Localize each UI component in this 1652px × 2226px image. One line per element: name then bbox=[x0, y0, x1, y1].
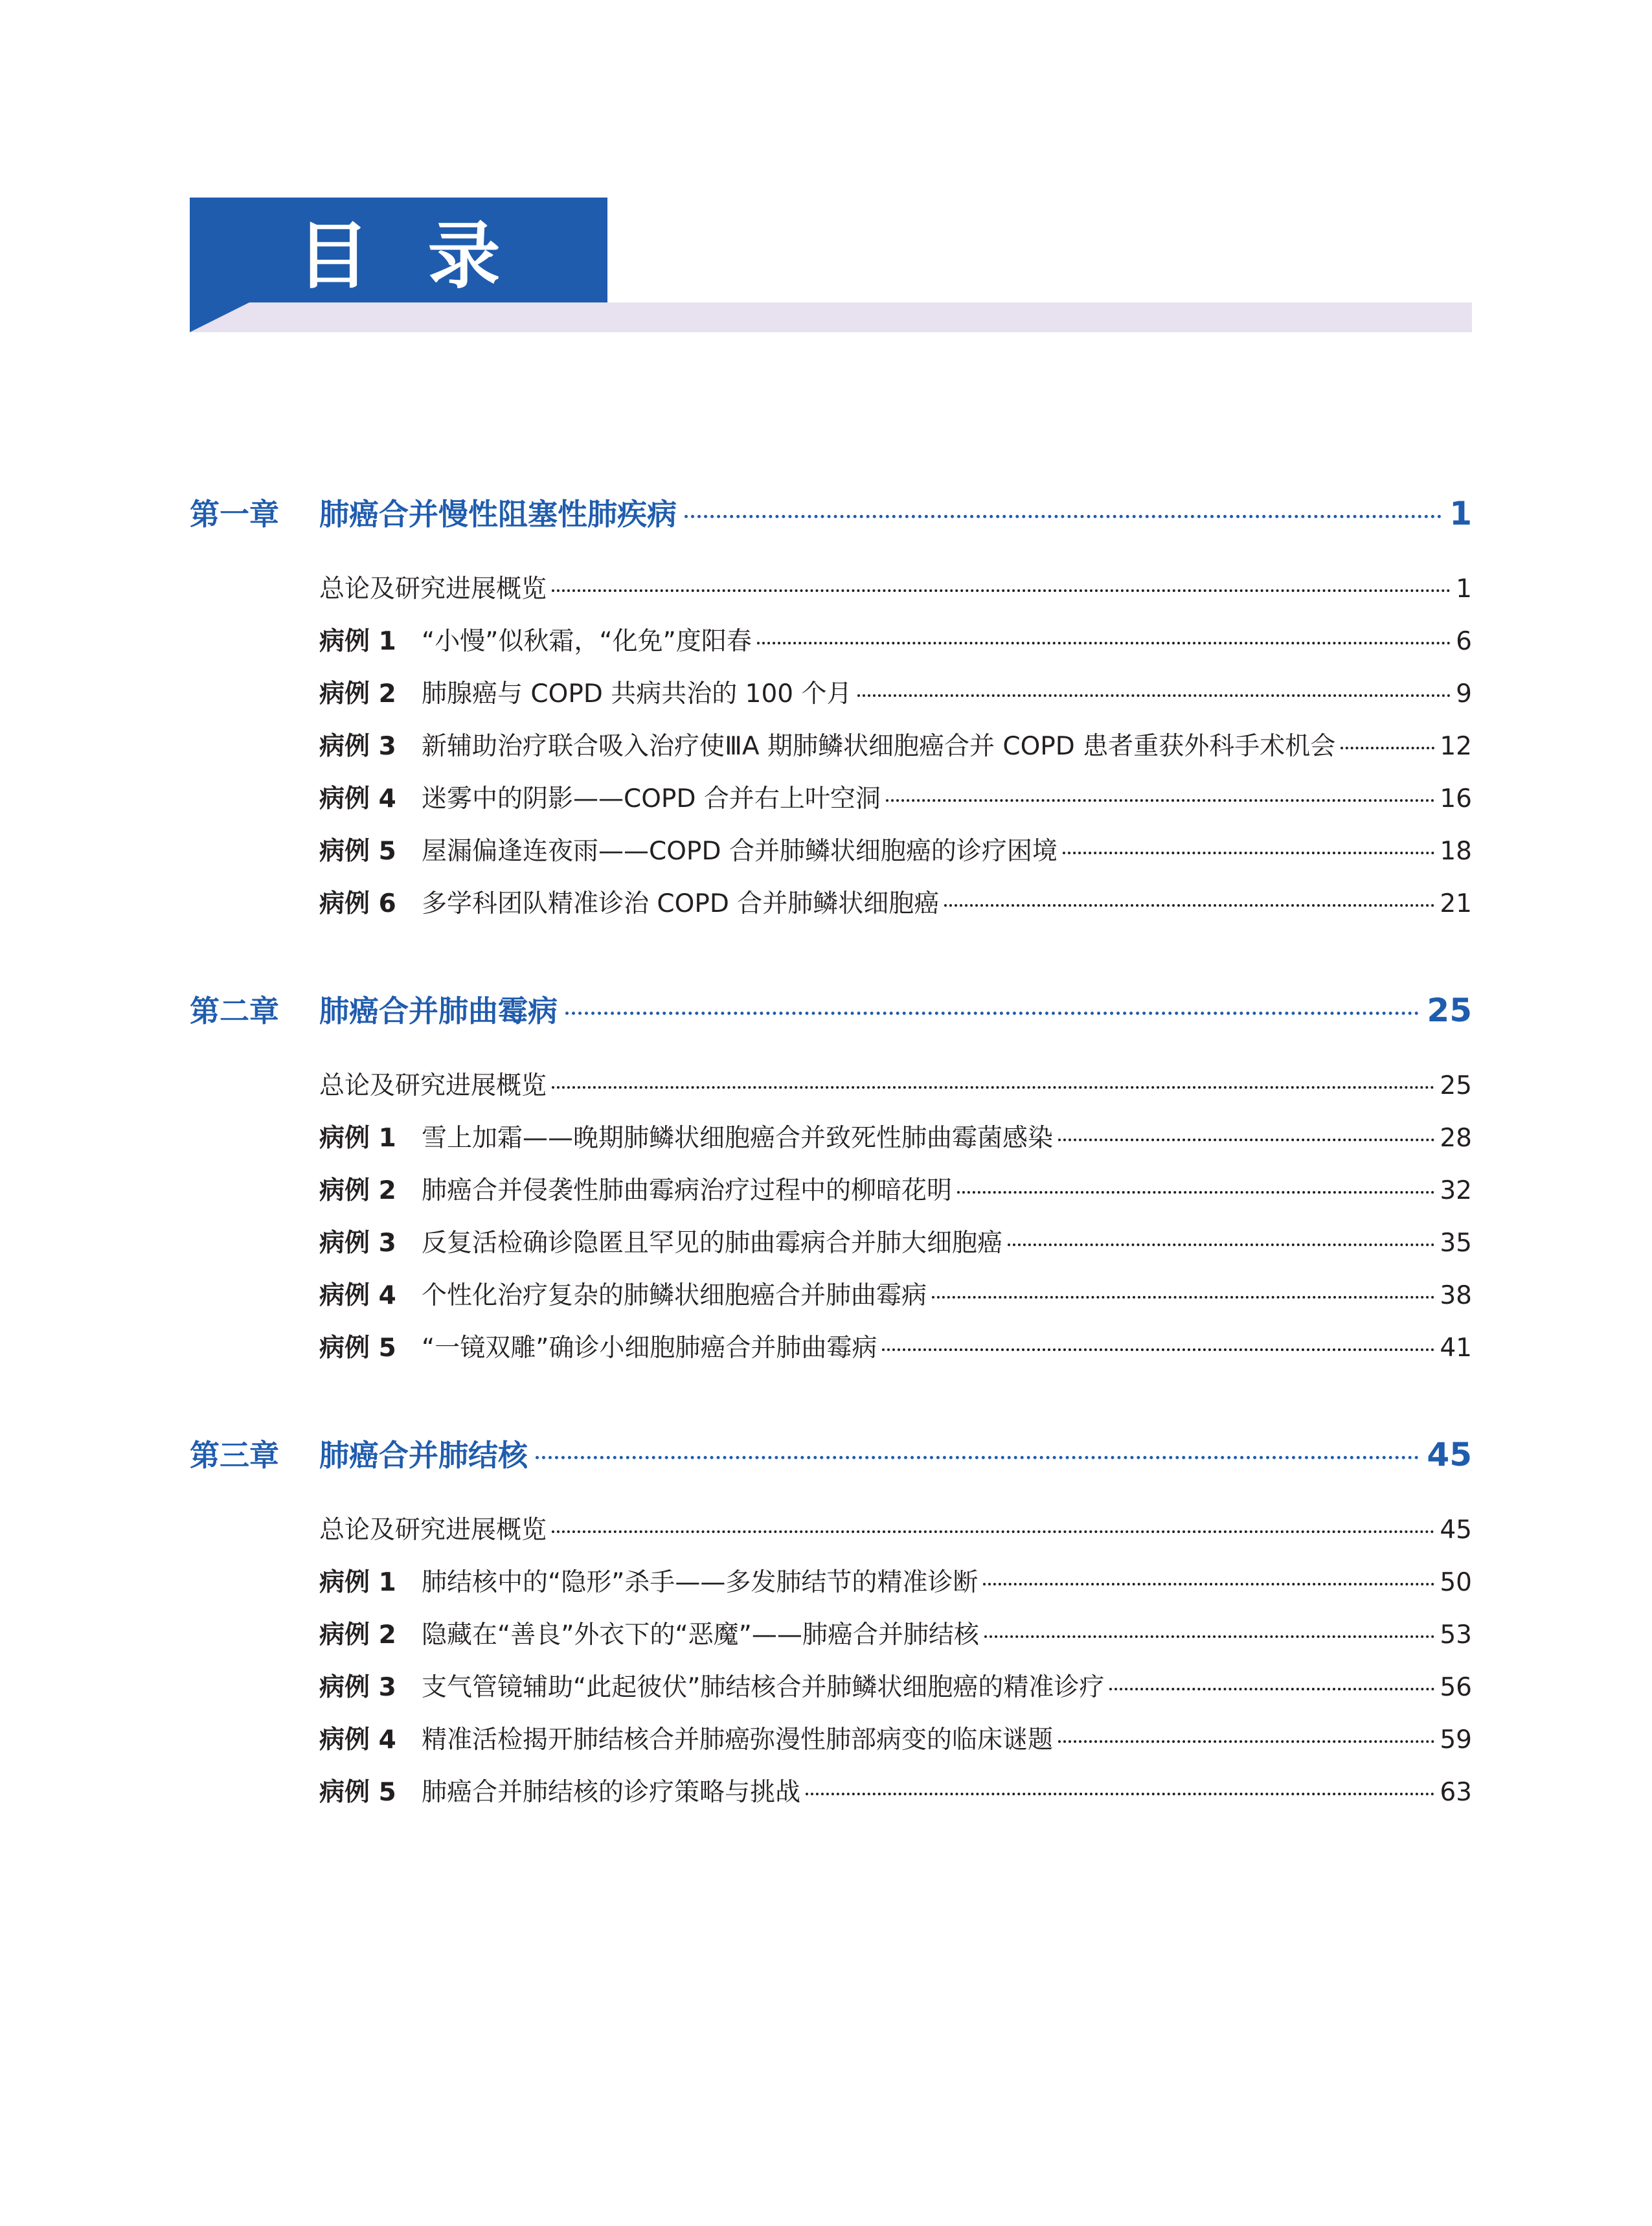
dot-leader bbox=[983, 1583, 1434, 1585]
toc-entry[interactable] bbox=[319, 1615, 1472, 1651]
chapter-heading[interactable] bbox=[190, 1432, 1472, 1475]
chapter-title: 肺癌合并肺结核 bbox=[319, 1438, 528, 1473]
toc-entry[interactable] bbox=[319, 1667, 1472, 1703]
dot-leader bbox=[806, 1793, 1434, 1795]
toc-entry[interactable] bbox=[319, 569, 1472, 605]
toc-entry[interactable] bbox=[319, 1223, 1472, 1259]
toc-entry[interactable] bbox=[319, 726, 1472, 762]
case-label: 病例 3 bbox=[319, 732, 396, 761]
dot-leader bbox=[552, 1530, 1434, 1533]
entry-page-number: 6 bbox=[1456, 627, 1472, 656]
entry-page-number: 38 bbox=[1440, 1281, 1472, 1310]
entry-page-number: 59 bbox=[1440, 1725, 1472, 1755]
case-label: 病例 5 bbox=[319, 837, 396, 866]
dot-leader bbox=[886, 799, 1434, 802]
entry-page-number: 56 bbox=[1440, 1673, 1472, 1702]
entry-page-number: 28 bbox=[1440, 1124, 1472, 1153]
toc-entry[interactable] bbox=[319, 1118, 1472, 1154]
entry-page-number: 1 bbox=[1456, 574, 1472, 604]
dot-leader bbox=[932, 1296, 1434, 1299]
dot-leader bbox=[565, 1012, 1419, 1015]
toc-entry[interactable] bbox=[319, 1510, 1472, 1546]
dot-leader bbox=[1058, 1740, 1434, 1743]
dot-leader bbox=[857, 694, 1451, 697]
chapter-heading[interactable] bbox=[190, 988, 1472, 1030]
entry-title: 总论及研究进展概览 bbox=[319, 1071, 547, 1100]
toc-entry[interactable] bbox=[319, 674, 1472, 710]
entry-page-number: 25 bbox=[1440, 1071, 1472, 1100]
entry-page-number: 12 bbox=[1440, 732, 1472, 761]
entry-title: 总论及研究进展概览 bbox=[319, 1516, 547, 1545]
entry-title: 肺结核中的“隐形”杀手——多发肺结节的精准诊断 bbox=[422, 1568, 979, 1597]
entry-page-number: 9 bbox=[1456, 679, 1472, 709]
chapter-page-number: 25 bbox=[1427, 992, 1472, 1029]
case-label: 病例 1 bbox=[319, 1124, 396, 1153]
toc-entry[interactable] bbox=[319, 621, 1472, 657]
entry-page-number: 35 bbox=[1440, 1229, 1472, 1258]
entry-title: 雪上加霜——晚期肺鳞状细胞癌合并致死性肺曲霉菌感染 bbox=[422, 1124, 1054, 1153]
chapter-label: 第三章 bbox=[190, 1438, 279, 1473]
dot-leader bbox=[685, 515, 1442, 518]
chapter-page-number: 45 bbox=[1427, 1436, 1472, 1473]
entry-title: 肺癌合并侵袭性肺曲霉病治疗过程中的柳暗花明 bbox=[422, 1176, 953, 1205]
dot-leader bbox=[552, 1086, 1434, 1089]
chapter-label: 第一章 bbox=[190, 497, 279, 532]
case-label: 病例 4 bbox=[319, 1725, 396, 1755]
dot-leader bbox=[944, 904, 1434, 907]
entry-page-number: 21 bbox=[1440, 889, 1472, 918]
toc-entry[interactable] bbox=[319, 778, 1472, 815]
entry-page-number: 18 bbox=[1440, 837, 1472, 866]
dot-leader bbox=[536, 1456, 1419, 1459]
entry-title: 支气管镜辅助“此起彼伏”肺结核合并肺鳞状细胞癌的精准诊疗 bbox=[422, 1673, 1105, 1702]
case-label: 病例 1 bbox=[319, 1568, 396, 1597]
title-stripe bbox=[190, 302, 1472, 332]
dot-leader bbox=[552, 589, 1451, 592]
dot-leader bbox=[757, 642, 1451, 644]
entry-title: 屋漏偏逢连夜雨——COPD 合并肺鳞状细胞癌的诊疗困境 bbox=[422, 837, 1058, 866]
case-label: 病例 3 bbox=[319, 1229, 396, 1258]
dot-leader bbox=[1109, 1688, 1434, 1690]
chapter-page-number: 1 bbox=[1449, 495, 1472, 532]
chapter-heading[interactable] bbox=[190, 491, 1472, 534]
entry-page-number: 53 bbox=[1440, 1620, 1472, 1650]
case-label: 病例 2 bbox=[319, 679, 396, 709]
toc-entry[interactable] bbox=[319, 1170, 1472, 1207]
toc-entry[interactable] bbox=[319, 1328, 1472, 1364]
toc-entry[interactable] bbox=[319, 1275, 1472, 1312]
chapter-title: 肺癌合并慢性阻塞性肺疾病 bbox=[319, 497, 677, 532]
entry-title: 精准活检揭开肺结核合并肺癌弥漫性肺部病变的临床谜题 bbox=[422, 1725, 1054, 1755]
entry-title: 总论及研究进展概览 bbox=[319, 574, 547, 604]
entry-title: 肺癌合并肺结核的诊疗策略与挑战 bbox=[422, 1778, 801, 1807]
entry-page-number: 63 bbox=[1440, 1778, 1472, 1807]
toc-entry[interactable] bbox=[319, 1720, 1472, 1756]
entry-page-number: 50 bbox=[1440, 1568, 1472, 1597]
case-label: 病例 4 bbox=[319, 784, 396, 813]
title-wedge bbox=[190, 302, 249, 332]
dot-leader bbox=[984, 1635, 1435, 1638]
entry-title: 迷雾中的阴影——COPD 合并右上叶空洞 bbox=[422, 784, 881, 813]
toc-entry[interactable] bbox=[319, 883, 1472, 920]
entry-title: “一镜双雕”确诊小细胞肺癌合并肺曲霉病 bbox=[422, 1334, 877, 1363]
case-label: 病例 4 bbox=[319, 1281, 396, 1310]
entry-title: 反复活检确诊隐匿且罕见的肺曲霉病合并肺大细胞癌 bbox=[422, 1229, 1003, 1258]
dot-leader bbox=[882, 1348, 1434, 1351]
page-title: 目录 bbox=[297, 214, 559, 299]
toc-entry[interactable] bbox=[319, 1065, 1472, 1102]
dot-leader bbox=[1063, 852, 1434, 854]
case-label: 病例 2 bbox=[319, 1176, 396, 1205]
case-label: 病例 3 bbox=[319, 1673, 396, 1702]
entry-title: 新辅助治疗联合吸入治疗使ⅢA 期肺鳞状细胞癌合并 COPD 患者重获外科手术机会 bbox=[422, 732, 1336, 761]
toc-entry[interactable] bbox=[319, 1562, 1472, 1598]
entry-page-number: 32 bbox=[1440, 1176, 1472, 1205]
entry-page-number: 41 bbox=[1440, 1334, 1472, 1363]
dot-leader bbox=[957, 1191, 1434, 1194]
entry-title: 个性化治疗复杂的肺鳞状细胞癌合并肺曲霉病 bbox=[422, 1281, 927, 1310]
entry-title: 多学科团队精准诊治 COPD 合并肺鳞状细胞癌 bbox=[422, 889, 940, 918]
dot-leader bbox=[1058, 1139, 1434, 1141]
case-label: 病例 2 bbox=[319, 1620, 396, 1650]
dot-leader bbox=[1008, 1244, 1434, 1246]
entry-title: 隐藏在“善良”外衣下的“恶魔”——肺癌合并肺结核 bbox=[422, 1620, 979, 1650]
toc-entry[interactable] bbox=[319, 831, 1472, 867]
entry-title: “小慢”似秋霜，“化免”度阳春 bbox=[422, 627, 752, 656]
entry-page-number: 16 bbox=[1440, 784, 1472, 813]
case-label: 病例 5 bbox=[319, 1334, 396, 1363]
chapter-title: 肺癌合并肺曲霉病 bbox=[319, 994, 558, 1028]
case-label: 病例 1 bbox=[319, 627, 396, 656]
toc-entry[interactable] bbox=[319, 1772, 1472, 1808]
case-label: 病例 6 bbox=[319, 889, 396, 918]
dot-leader bbox=[1341, 747, 1434, 749]
entry-page-number: 45 bbox=[1440, 1516, 1472, 1545]
case-label: 病例 5 bbox=[319, 1778, 396, 1807]
chapter-label: 第二章 bbox=[190, 994, 279, 1028]
entry-title: 肺腺癌与 COPD 共病共治的 100 个月 bbox=[422, 679, 852, 709]
